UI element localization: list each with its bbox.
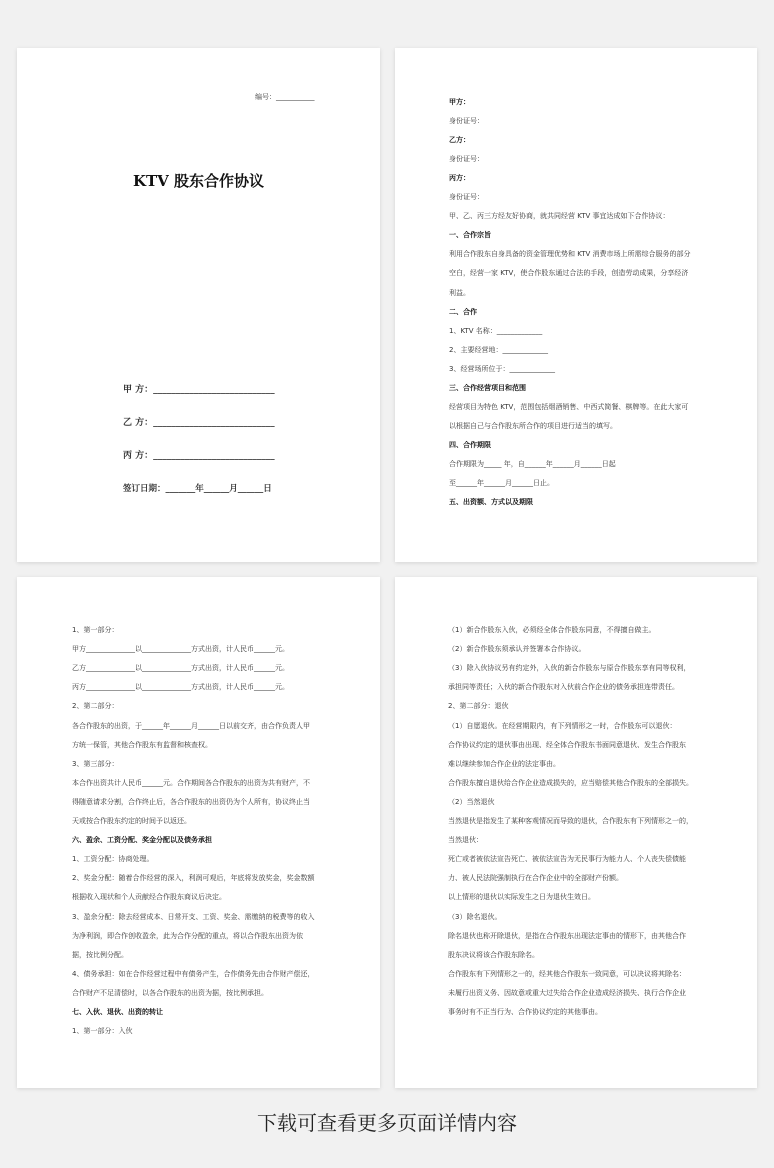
text-line: 合作股东有下列情形之一的，经其他合作股东一致同意，可以决议将其除名： bbox=[448, 969, 686, 978]
text-line: 未履行出资义务、因故意或重大过失给合作企业造成经济损失、执行合作企业 bbox=[448, 988, 686, 997]
text-line: 难以继续参加合作企业的法定事由。 bbox=[448, 759, 560, 768]
text-line: 方统一保管，其他合作股东有监督和核查权。 bbox=[72, 740, 212, 749]
text-line: 以根据自己与合作股东所合作的项目进行适当的填写。 bbox=[449, 421, 617, 430]
text-line: 据，按比例分配。 bbox=[72, 950, 128, 959]
text-line: 以上情形的退伙以实际发生之日为退伙生效日。 bbox=[448, 893, 595, 902]
text-line: 2、第二部分：退伙 bbox=[448, 702, 509, 711]
section-heading: 三、合作经营项目和范围 bbox=[449, 383, 526, 392]
text-line: 2、主要经营地：_____________ bbox=[449, 345, 548, 354]
section-heading: 二、合作 bbox=[449, 307, 477, 316]
text-line: 至______年______月______日止。 bbox=[449, 479, 554, 487]
text-line: 合作财产不足清偿时，以各合作股东的出资为据，按比例承担。 bbox=[72, 988, 268, 997]
section-heading: 六、盈余、工资分配、奖金分配以及债务承担 bbox=[72, 836, 212, 845]
text-line: 甲、乙、丙三方经友好协商，就共同经营 KTV 事宜达成如下合作协议： bbox=[449, 212, 670, 221]
text-line: 4、债务承担：如在合作经营过程中有债务产生，合作债务先由合作财产偿还， bbox=[72, 969, 315, 978]
sign-date-field: 签订日期：_______年______月______日 bbox=[123, 484, 272, 494]
text-line: 合作协议约定的退伙事由出现、经全体合作股东书面同意退伙、发生合作股东 bbox=[448, 740, 686, 749]
document-page-cover bbox=[17, 48, 380, 562]
text-line: 死亡或者被依法宣告死亡、被依法宣告为无民事行为能力人、个人丧失偿债能 bbox=[448, 855, 686, 864]
text-line: 身份证号： bbox=[449, 193, 484, 202]
text-line: 3、盈余分配：除去经营成本、日常开支、工资、奖金、需缴纳的税费等的收入 bbox=[72, 912, 315, 921]
text-line: 力、被人民法院强制执行在合作企业中的全部财产份额。 bbox=[448, 874, 623, 883]
text-line: （1）新合作股东入伙，必须经全体合作股东同意，不得擅自做主。 bbox=[448, 626, 656, 634]
text-line: 本合作出资共计人民币______元。合作期间各合作股东的出资为共有财产，不 bbox=[72, 778, 310, 787]
text-line: （2）新合作股东须承认并签署本合作协议。 bbox=[448, 645, 586, 654]
text-line: 3、经营场所位于：_____________ bbox=[449, 364, 555, 373]
text-line: 1、工资分配：协商处理。 bbox=[72, 855, 154, 864]
text-line: 根据收入现状和个人贡献经合作股东商议后决定。 bbox=[72, 893, 226, 902]
text-line: 股东决议将该合作股东除名。 bbox=[448, 950, 539, 959]
text-line: 空白，经营一家 KTV，使合作股东通过合法的手段，创造劳动成果，分享经济 bbox=[449, 269, 689, 278]
text-line: 合作股东擅自退伙给合作企业造成损失的，应当赔偿其他合作股东的全部损失。 bbox=[448, 778, 693, 787]
text-line: 1、第一部分：入伙 bbox=[72, 1027, 133, 1036]
text-line: 2、奖金分配：随着合作经营的深入，利润可观后，年底将发放奖金，奖金数额 bbox=[72, 874, 315, 883]
download-more-caption: 下载可查看更多页面详情内容 bbox=[257, 1111, 517, 1135]
text-line: 乙方______________以______________方式出资，计人民币______元。 bbox=[72, 664, 289, 673]
section-heading: 一、合作宗旨 bbox=[449, 231, 491, 240]
text-line: 各合作股东的出资，于______年______月______日以前交齐，由合作负责人甲 bbox=[72, 721, 310, 730]
text-line: （3）除入伙协议另有约定外，入伙的新合作股东与原合作股东享有同等权利， bbox=[448, 664, 691, 673]
text-line: 当然退伙： bbox=[448, 836, 483, 845]
text-line: （3）除名退伙。 bbox=[448, 912, 502, 921]
text-line: 合作期限为_____ 年，自______年______月______日起 bbox=[449, 459, 616, 468]
text-line: 1、KTV 名称：_____________ bbox=[449, 326, 543, 335]
text-line: 丙方______________以______________方式出资，计人民币______元。 bbox=[72, 683, 289, 692]
document-title: KTV 股东合作协议 bbox=[132, 172, 265, 190]
text-line: 利用合作股东自身具备的资金管理优势和 KTV 消费市场上所需综合服务的部分 bbox=[449, 250, 691, 259]
text-line: 得随意请求分割，合作终止后，各合作股东的出资仍为个人所有，协议终止当 bbox=[72, 797, 310, 806]
text-line: 利益。 bbox=[449, 288, 470, 297]
text-line: 身份证号： bbox=[449, 155, 484, 164]
text-line: 事务时有不正当行为、合作协议约定的其他事由。 bbox=[448, 1008, 602, 1016]
text-line: 当然退伙是指发生了某种客观情况而导致的退伙，合作股东有下列情形之一的， bbox=[448, 817, 693, 825]
text-line: 除名退伙也称开除退伙，是指在合作股东出现法定事由的情形下，由其他合作 bbox=[448, 931, 686, 940]
section-heading: 七、入伙、退伙、出资的转让 bbox=[72, 1008, 163, 1016]
section-heading: 四、合作期限 bbox=[449, 440, 491, 449]
text-line: 3、第三部分： bbox=[72, 759, 119, 768]
text-line: 2、第二部分： bbox=[72, 702, 119, 711]
text-line: （2）当然退伙 bbox=[448, 797, 495, 806]
party-a-field: 甲 方：___________________________ bbox=[123, 385, 275, 395]
text-line: 身份证号： bbox=[449, 117, 484, 126]
section-heading: 五、出资额、方式以及期限 bbox=[449, 498, 533, 507]
party-b-field: 乙 方：___________________________ bbox=[123, 418, 275, 428]
text-line: 承担同等责任；入伙的新合作股东对入伙前合作企业的债务承担连带责任。 bbox=[448, 683, 679, 692]
section-heading: 乙方： bbox=[449, 136, 470, 145]
document-page-2 bbox=[395, 48, 757, 562]
text-line: 为净利润，即合作创收盈余，此为合作分配的重点，将以合作股东出资为依 bbox=[72, 931, 303, 940]
section-heading: 丙方： bbox=[449, 174, 470, 183]
party-c-field: 丙 方：___________________________ bbox=[123, 451, 275, 461]
section-heading: 甲方： bbox=[449, 98, 470, 106]
document-page-3 bbox=[17, 577, 380, 1088]
text-line: 甲方______________以______________方式出资，计人民币______元。 bbox=[72, 645, 289, 654]
document-page-4 bbox=[395, 577, 757, 1088]
text-line: 天或按合作股东约定的时间予以返还。 bbox=[72, 817, 191, 825]
text-line: 经营项目为特色 KTV，范围包括烟酒销售、中西式简餐、棋牌等。在此大家可 bbox=[449, 402, 689, 411]
text-line: 1、第一部分： bbox=[72, 626, 119, 634]
text-line: （1）自愿退伙。在经营期限内，有下列情形之一时，合作股东可以退伙： bbox=[448, 721, 677, 730]
document-number-label: 编号：___________ bbox=[255, 93, 315, 101]
